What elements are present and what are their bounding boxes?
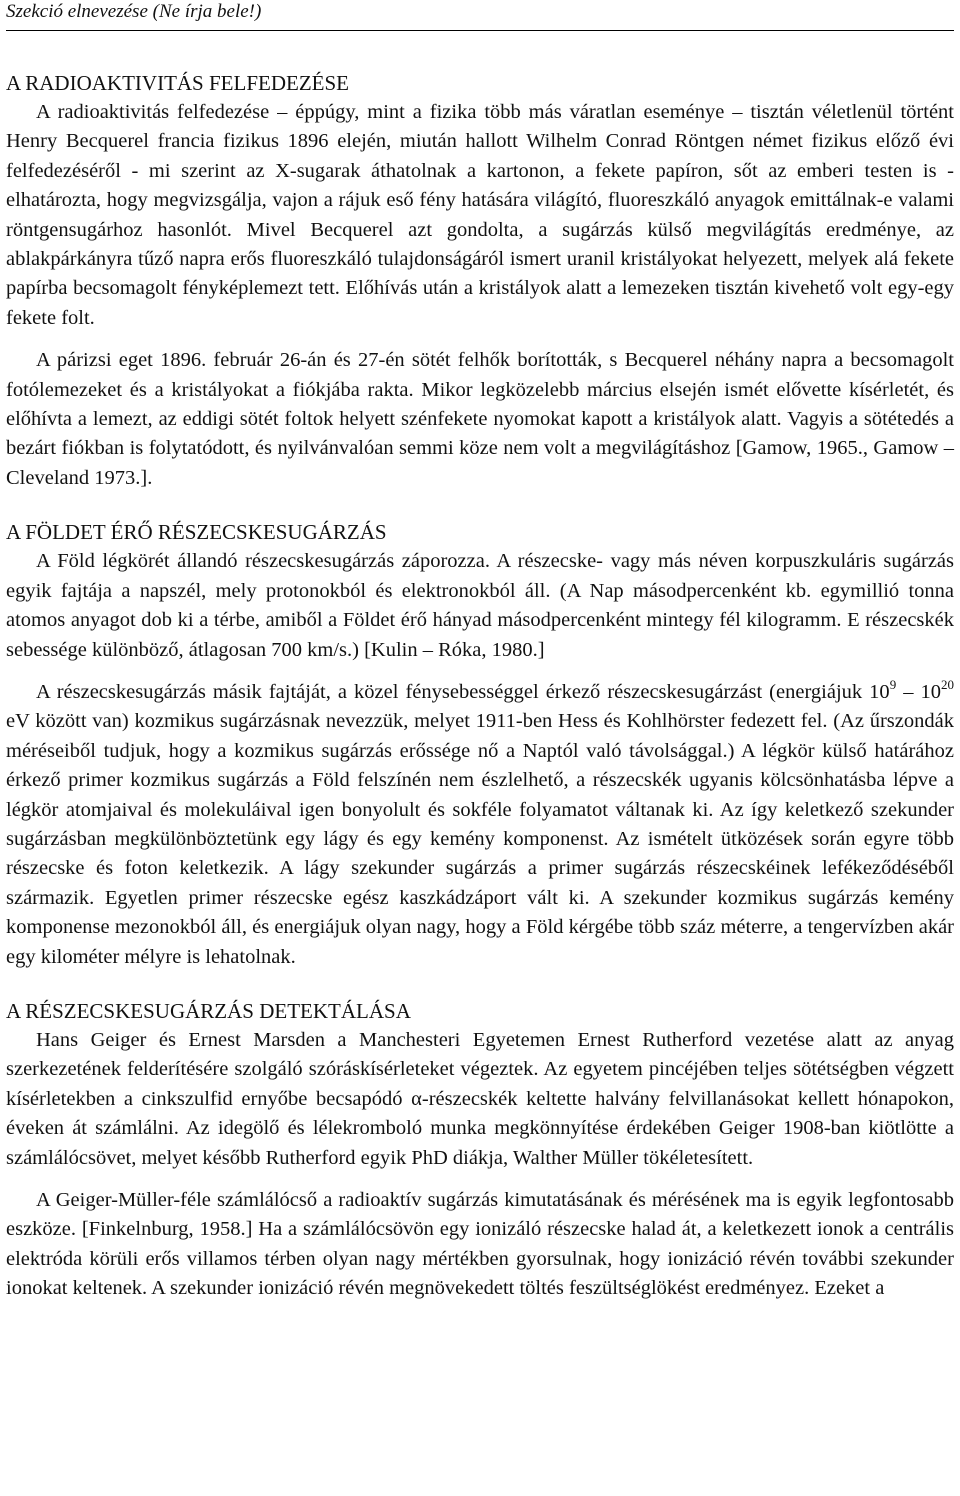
text-run: A részecskesugárzás másik fajtáját, a közel fénysebességgel érkező részecskesugárzást (energiájuk 10	[36, 680, 890, 703]
paragraph: A párizsi eget 1896. február 26-án és 27-én sötét felhők borították, s Becquerel néhány napra a becsomagolt fotólemezeket és a kristályokat a fiókjába rakta. Mikor legközelebb március elsején ismét elővette kísérletét, és előhívta a lemezt, az eddigi sötét foltok helyett szénfekete nyomokat kapott a kristályok alatt. Vagyis a sötétedés a bezárt fiókban is folytatódott, és nyilvánvalóan semmi köze nem volt a megvilágításhoz [Gamow, 1965., Gamow – Cleveland 1973.].	[6, 349, 954, 489]
paragraph: A radioaktivitás felfedezése – éppúgy, mint a fizika több más váratlan eseménye – tisztán véletlenül történt Henry Becquerel francia fizikus 1896 elején, miután hallott Wilhelm Conrad Röntgen német fizikus előző évi felfedezéséről - mi szerint az X-sugarak áthatolnak a kartonon, a fekete papíron, sőt az emberi testen is - elhatározta, hogy megvizsgálja, vajon a rájuk eső fény hatására világító, fluoreszkáló anyagok emittálnak-e valami röntgensugárhoz hasonlót. Mivel Becquerel azt gondolta, a sugárzás külső megvilágítás eredménye, az ablakpárkányra tűző napra erős fluoreszkáló tulajdonságáról ismert uranil kristályokat helyezett, melyek alá fekete papírba becsomagolt fényképlemezt tett. Előhívás után a kristályok alatt a lemezeken tisztán kivehető volt egy-egy fekete folt.	[6, 101, 954, 329]
section-title-particle-radiation: A FÖLDET ÉRŐ RÉSZECSKESUGÁRZÁS	[6, 520, 387, 545]
running-header: Szekció elnevezése (Ne írja bele!)	[6, 0, 954, 31]
section-title-radioactivity: A RADIOAKTIVITÁS FELFEDEZÉSE	[6, 71, 349, 95]
exponent: 9	[889, 676, 897, 692]
section-title-detection: A RÉSZECSKESUGÁRZÁS DETEKTÁLÁSA	[6, 998, 411, 1023]
text-run: – 10	[896, 680, 941, 703]
exponent: 20	[941, 676, 954, 692]
paragraph: Hans Geiger és Ernest Marsden a Manchesteri Egyetemen Ernest Rutherford vezetése alatt az anyag szerkezetének felderítésére szolgáló szóráskísérleteket végeztek. Az egyetem pincéjében teljes sötétségben végzett kísérletekben a cinkszulfid ernyőbe becsapódó α-részecskék keltette halvány felvillanásokat kellett hónapokon, éveken át számlálni. Az idegölő és lélekromboló munka megkönnyítése érdekében Geiger 1908-ban kiötlötte a számlálócsövet, melyet később Rutherford egyik PhD diákja, Walther Müller tökéletesített.	[6, 1028, 954, 1169]
paragraph: A Geiger-Müller-féle számlálócső a radioaktív sugárzás kimutatásának és mérésének ma is egyik legfontosabb eszköze. [Finkelnburg, 1958.] Ha a számlálócsövön egy ionizáló részecske halad át, a keletkezett ionok a centrális elektróda körüli erős villamos térben olyan nagy mértékben gyorsulnak, hogy ionizáció révén további szekunder ionokat keltenek. A szekunder ionizáció révén megnövekedett töltés feszültséglökést eredményez. Ezeket a	[6, 1189, 954, 1300]
paragraph-cosmic-radiation	[6, 678, 954, 972]
text-run: eV között van) kozmikus sugárzásnak nevezzük, melyet 1911-ben Hess és Kohlhörster fedezett fel. (Az űrszondák méréseiből tudjuk, hogy a kozmikus sugárzás erőssége nő a Naptól való távolsággal.) A légkör külső határához érkező primer kozmikus sugárzás a Föld felszínén nem észlelhető, a részecskék ugyanis kölcsönhatásba lépve a légkör atomjaival és molekuláival igen bonyolult és sokféle folyamatot váltanak ki. Az így keletkező szekunder sugárzásban megkülönböztetünk egy lágy és egy kemény komponenst. Az ismételt ütközések során egyre több részecske és foton keletkezik. A lágy szekunder sugárzás a primer sugárzás részecskéinek lefékeződéséből származik. Egyetlen primer részecske egész kaszkádzáport vált ki. A szekunder kozmikus sugárzás kemény komponense mezonokból áll, és energiájuk olyan nagy, hogy a Föld kérgébe több száz méterre, a tengervízben akár egy kilométer mélyre is lehatolnak.	[6, 710, 954, 968]
paragraph: A Föld légkörét állandó részecskesugárzás záporozza. A részecske- vagy más néven korpuszkuláris sugárzás egyik fajtája a napszél, mely protonokból és elektronokból áll. (A Nap másodpercenként kb. egymillió tonna atomos anyagot dob ki a térbe, amiből a Földet érő hányad másodpercenként mintegy fél kilogramm. E részecskék sebessége különböző, átlagosan 700 km/s.) [Kulin – Róka, 1980.]	[6, 550, 954, 661]
